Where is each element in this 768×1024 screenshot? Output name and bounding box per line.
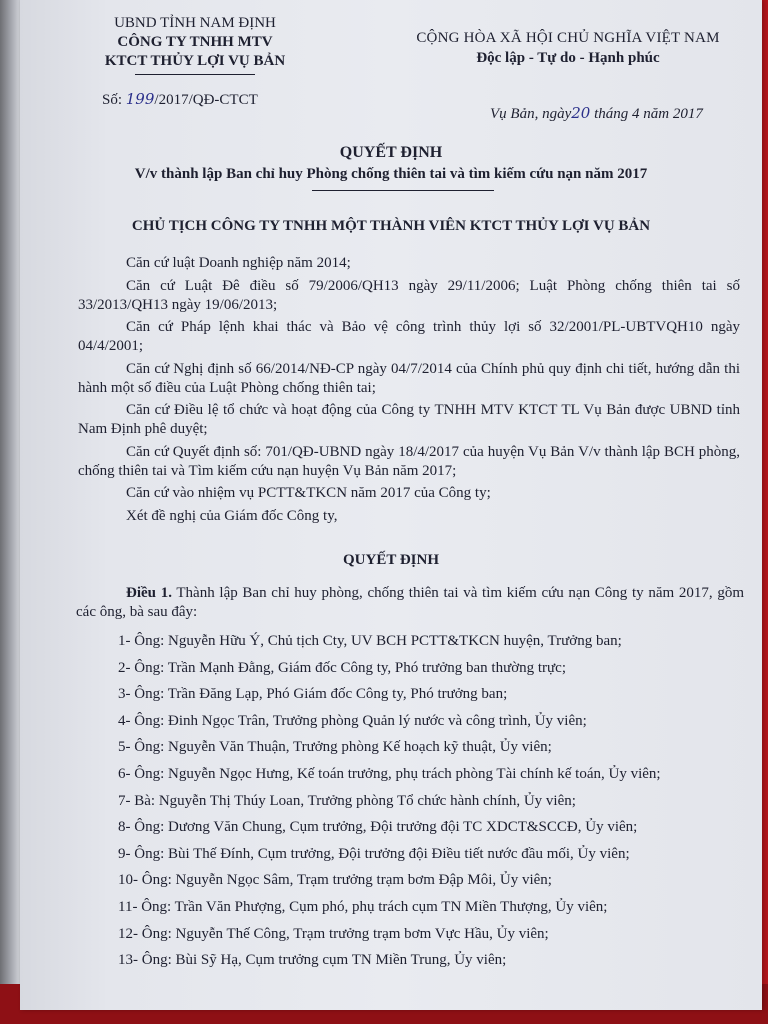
member-list bbox=[118, 628, 758, 974]
place-date-suffix: tháng 4 năm 2017 bbox=[590, 106, 703, 122]
article-1-label: Điều 1. bbox=[126, 585, 172, 601]
national-title: CỘNG HÒA XÃ HỘI CHỦ NGHĨA VIỆT NAM bbox=[416, 30, 720, 46]
member-item: 11- Ông: Trần Văn Phượng, Cụm phó, phụ trách cụm TN Miền Thượng, Ủy viên; bbox=[118, 898, 608, 915]
member-item: 12- Ông: Nguyễn Thế Công, Trạm trưởng trạm bơm Vực Hầu, Ủy viên; bbox=[118, 925, 549, 942]
document-number-handwritten: 199 bbox=[125, 90, 155, 108]
member-item: 13- Ông: Bùi Sỹ Hạ, Cụm trưởng cụm TN Miền Trung, Ủy viên; bbox=[118, 952, 507, 969]
issuer-underline bbox=[135, 74, 255, 75]
basis-item: Căn cứ Điều lệ tổ chức và hoạt động của Công ty TNHH MTV KTCT TL Vụ Bản được UBND tỉnh Nam Định phê duyệt; bbox=[78, 402, 740, 437]
article-1 bbox=[76, 584, 744, 622]
subject-underline bbox=[312, 190, 494, 191]
member-item: 10- Ông: Nguyễn Ngọc Sâm, Trạm trưởng trạm bơm Đập Môi, Ủy viên; bbox=[118, 872, 552, 889]
basis-item: Căn cứ Quyết định số: 701/QĐ-UBND ngày 18/4/2017 của huyện Vụ Bản V/v thành lập BCH phòng, chống thiên tai và Tìm kiếm cứu nạn huyện Vụ Bản năm 2017; bbox=[78, 443, 740, 479]
member-item: 6- Ông: Nguyễn Ngọc Hưng, Kế toán trưởng, phụ trách phòng Tài chính kế toán, Ủy viên; bbox=[118, 765, 661, 782]
national-motto: Độc lập - Tự do - Hạnh phúc bbox=[476, 50, 660, 66]
document-number-prefix: Số: bbox=[102, 92, 126, 108]
member-item: 5- Ông: Nguyễn Văn Thuận, Trưởng phòng Kế hoạch kỹ thuật, Ủy viên; bbox=[118, 739, 552, 756]
issuer-company-name: KTCT THỦY LỢI VỤ BẢN bbox=[104, 53, 286, 69]
basis-item: Căn cứ vào nhiệm vụ PCTT&TKCN năm 2017 của Công ty; bbox=[126, 485, 491, 501]
basis-item: Căn cứ Pháp lệnh khai thác và Bảo vệ công trình thủy lợi số 32/2001/PL-UBTVQH10 ngày 04/4/2001; bbox=[78, 319, 740, 354]
issuing-authority: CHỦ TỊCH CÔNG TY TNHH MỘT THÀNH VIÊN KTCT THỦY LỢI VỤ BẢN bbox=[131, 218, 651, 234]
member-item: 8- Ông: Dương Văn Chung, Cụm trưởng, Đội trưởng đội TC XDCT&SCCĐ, Ủy viên; bbox=[118, 819, 638, 836]
basis-item: Xét đề nghị của Giám đốc Công ty, bbox=[126, 507, 338, 524]
place-date bbox=[490, 104, 703, 123]
member-item: 2- Ông: Trần Mạnh Đằng, Giám đốc Công ty, Phó trưởng ban thường trực; bbox=[118, 659, 567, 676]
member-item: 7- Bà: Nguyễn Thị Thúy Loan, Trưởng phòng Tổ chức hành chính, Ủy viên; bbox=[118, 792, 576, 809]
place-date-day: 20 bbox=[571, 104, 591, 122]
article-1-text: Thành lập Ban chỉ huy phòng, chống thiên tai và tìm kiếm cứu nạn Công ty năm 2017, gồm các ông, bà sau đây: bbox=[76, 585, 744, 620]
national-header bbox=[398, 28, 738, 68]
basis-item: Căn cứ Luật Đê điều số 79/2006/QH13 ngày 29/11/2006; Luật Phòng chống thiên tai số 33/2013/QH13 ngày 19/06/2013; bbox=[78, 277, 740, 313]
document-subject: V/v thành lập Ban chỉ huy Phòng chống thiên tai và tìm kiếm cứu nạn năm 2017 bbox=[134, 166, 648, 182]
member-item: 1- Ông: Nguyễn Hữu Ý, Chủ tịch Cty, UV BCH PCTT&TKCN huyện, Trưởng ban; bbox=[118, 633, 622, 649]
basis-item: Căn cứ Nghị định số 66/2014/NĐ-CP ngày 04/7/2014 của Chính phủ quy định chi tiết, hướng dẫn thi hành một số điều của Luật Phòng chống thiên tai; bbox=[78, 360, 740, 396]
member-item: 9- Ông: Bùi Thế Đính, Cụm trưởng, Đội trưởng đội Điều tiết nước đầu mối, Ủy viên; bbox=[118, 845, 630, 862]
member-item: 3- Ông: Trần Đăng Lạp, Phó Giám đốc Công ty, Phó trưởng ban; bbox=[118, 686, 508, 703]
document-number-suffix: /2017/QĐ-CTCT bbox=[154, 92, 258, 108]
place-date-prefix: Vụ Bản, ngày bbox=[490, 106, 572, 122]
basis-item: Căn cứ luật Doanh nghiệp năm 2014; bbox=[126, 255, 351, 271]
member-item: 4- Ông: Đinh Ngọc Trân, Trưởng phòng Quản lý nước và công trình, Ủy viên; bbox=[118, 712, 587, 729]
issuer-company: CÔNG TY TNHH MTV bbox=[117, 34, 273, 50]
document-title: QUYẾT ĐỊNH bbox=[339, 144, 443, 161]
issuer-parent: UBND TỈNH NAM ĐỊNH bbox=[114, 15, 276, 31]
legal-basis bbox=[78, 254, 740, 529]
document-page bbox=[20, 0, 762, 1010]
document-number bbox=[102, 90, 258, 109]
issuer-block bbox=[80, 14, 310, 75]
decision-heading: QUYẾT ĐỊNH bbox=[343, 552, 439, 568]
